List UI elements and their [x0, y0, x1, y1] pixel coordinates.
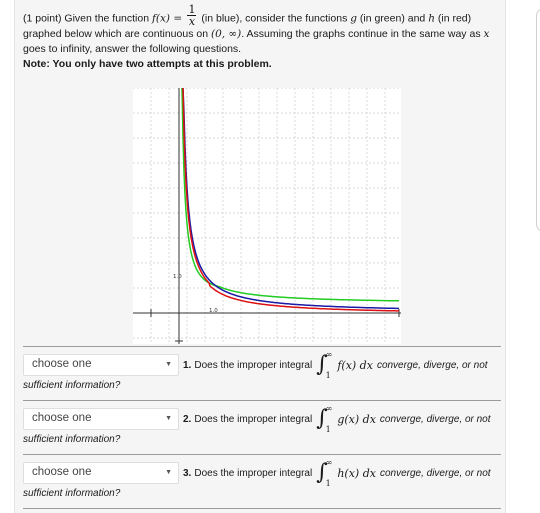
integral-sign-icon: ∫	[316, 406, 328, 431]
integrand: f(x) dx	[337, 358, 373, 372]
statement-text: (in blue), consider the functions	[198, 12, 351, 25]
integral-expression	[316, 350, 373, 380]
statement-text: (1 point) Given the function	[23, 12, 152, 25]
separator	[23, 508, 501, 509]
question-text	[183, 404, 491, 434]
integrand: h(x) dx	[337, 466, 376, 480]
question-tail: converge, diverge, or not	[376, 359, 488, 371]
curve-g	[181, 88, 399, 301]
question-tail-continued: sufficient information?	[23, 434, 121, 445]
upper-limit: ∞	[325, 350, 333, 359]
question-text	[183, 350, 488, 380]
separator	[23, 400, 501, 401]
answer-select-2[interactable]	[23, 408, 179, 430]
dropdown-arrow-icon: ▼	[165, 361, 172, 368]
x-tick-label: 1.0	[209, 308, 218, 314]
statement-text: goes to infinity, answer the following questions.	[23, 43, 242, 55]
question-number: 1.	[183, 359, 192, 371]
question-tail: converge, diverge, or not	[379, 413, 491, 425]
question-tail-continued: sufficient information?	[23, 488, 121, 499]
integral-expression	[316, 404, 376, 434]
answer-select-3[interactable]	[23, 462, 179, 484]
problem-panel	[14, 0, 506, 513]
question-prompt: Does the improper integral	[194, 413, 313, 425]
upper-limit: ∞	[325, 458, 333, 467]
integral-expression	[316, 458, 376, 488]
upper-limit: ∞	[325, 404, 333, 413]
select-value: choose one	[32, 358, 92, 370]
question-number: 2.	[183, 413, 192, 425]
lower-limit: 1	[325, 425, 331, 434]
graph-grid	[133, 88, 401, 344]
dropdown-arrow-icon: ▼	[165, 469, 172, 476]
select-value: choose one	[32, 412, 92, 424]
statement-text: . Assuming the graphs continue in the same way as	[241, 28, 484, 40]
attempts-note: Note: You only have two attempts at this problem.	[23, 58, 272, 70]
statement-text: (in red) graphed below which are continuous on	[23, 12, 472, 40]
integrand: g(x) dx	[337, 412, 376, 426]
lower-limit: 1	[325, 371, 331, 380]
question-prompt: Does the improper integral	[194, 467, 313, 479]
separator	[23, 346, 501, 347]
function-g: g	[350, 12, 357, 25]
question-number: 3.	[183, 467, 192, 479]
fraction	[187, 4, 196, 27]
statement-text: (in green) and	[356, 12, 429, 25]
integral-sign-icon: ∫	[316, 460, 328, 485]
question-text	[183, 458, 491, 488]
dropdown-arrow-icon: ▼	[165, 415, 172, 422]
y-tick-label: 1.0	[173, 274, 182, 280]
function-h: h	[428, 12, 435, 25]
fraction-numerator: 1	[188, 3, 196, 16]
lower-limit: 1	[325, 479, 331, 488]
separator	[23, 454, 501, 455]
problem-statement	[23, 3, 501, 72]
variable-x: x	[483, 28, 490, 40]
graph-svg	[133, 88, 401, 344]
domain-interval: (0, ∞)	[210, 28, 242, 40]
answer-select-1[interactable]	[23, 354, 179, 376]
function-definition: f(x) =	[152, 12, 186, 25]
question-prompt: Does the improper integral	[194, 359, 313, 371]
question-tail-continued: sufficient information?	[23, 380, 121, 391]
curve-h	[182, 88, 399, 311]
side-panel	[536, 8, 540, 232]
select-value: choose one	[32, 466, 92, 478]
integral-sign-icon: ∫	[316, 352, 328, 377]
function-graph	[133, 88, 401, 344]
question-tail: converge, diverge, or not	[379, 467, 491, 479]
fraction-denominator: x	[188, 15, 196, 28]
